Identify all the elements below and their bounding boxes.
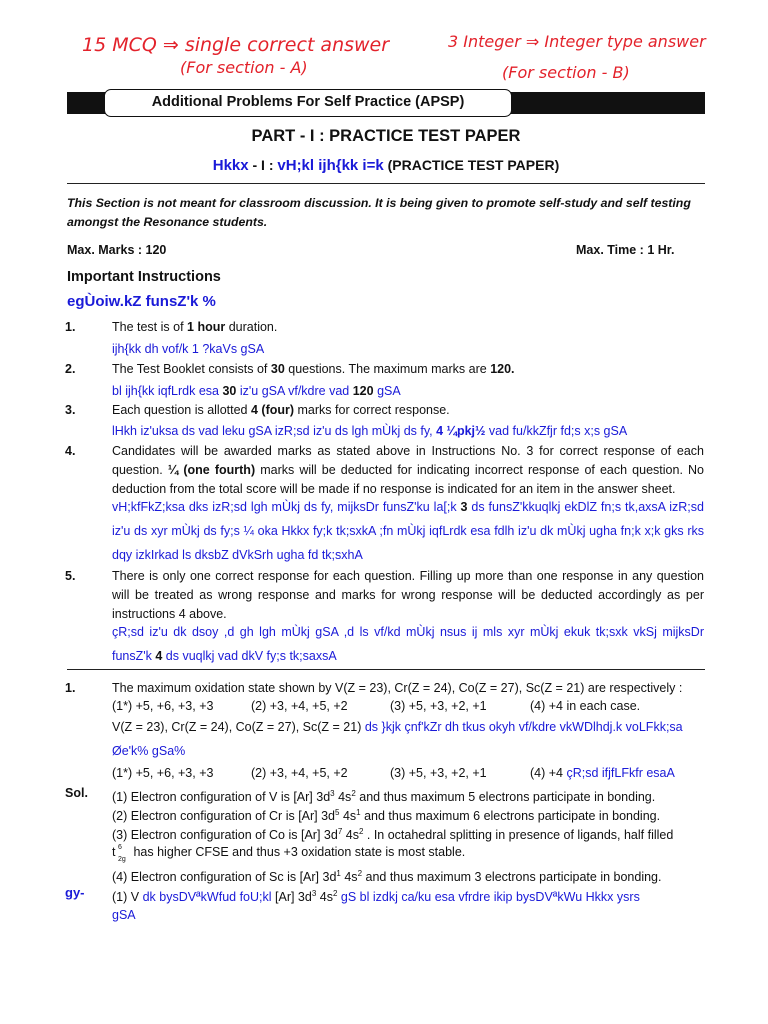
hindi-part-title <box>67 157 705 174</box>
solution-hindi-line-end: gSA <box>112 908 136 922</box>
instruction-1-number: 1. <box>65 320 76 334</box>
intro-text: This Section is not meant for classroom discussion. It is being given to promote self-study and self testing amongst the Resonance students. <box>67 196 691 229</box>
solution-line-3: (3) Electron configuration of Co is [Ar] $3d^7$ $4s^2$ . In octahedral splitting in presence of ligands, half filled <box>112 827 674 843</box>
annotation-left-line2: (For section - A) <box>180 58 308 77</box>
instruction-2-hindi: bl ijh{kk iqfLrdk esa 30 iz'u gSA vf/kdre vad 120 gSA <box>112 384 401 398</box>
solution-line-2: (2) Electron configuration of Cr is [Ar] $3d^5$ $4s^1$ and thus maximum 6 electrons participate in bonding. <box>112 808 661 824</box>
instructions-heading: Important Instructions <box>67 269 221 285</box>
hindi-prefix: Hkkx <box>212 157 249 174</box>
question-1-option-2: (2) +3, +4, +5, +2 <box>251 699 348 713</box>
instruction-4-number: 4. <box>65 444 76 458</box>
max-marks: Max. Marks : 120 <box>67 243 167 257</box>
divider-top <box>67 183 705 184</box>
instruction-1-hindi: ijh{kk dh vof/k 1 ?kaVs gSA <box>112 342 265 356</box>
hindi-suffix: (PRACTICE TEST PAPER) <box>383 157 560 173</box>
solution-label: Sol. <box>65 786 88 800</box>
solution-hindi-line: (1) V dk bysDVªkWfud foU;kl [Ar] $3d^3$ $4s^2$ gS bl izdkj ca/ku esa vfrdre ikip bysDVªkWu Hkkx ysrs <box>112 889 640 905</box>
instruction-3-number: 3. <box>65 403 76 417</box>
question-1-hindi-option-2: (2) +3, +4, +5, +2 <box>251 766 348 780</box>
instruction-4-hindi: vH;kfFkZ;ksa dks izR;sd lgh mÙkj ds fy, mijksDr funsZ'ku la[;k 3 ds funsZ'kkuqlkj ekDlZ fn;s tk,axsA izR;sd iz'u ds xyr mÙkj ds fy;s ¼ oka Hkkx fy;k tk;sxkA ;fn mÙkj iqfLrdk esa fdlh iz'u dk mÙkj ugha fn;k x;k gks rks dqy izkIrkad ls dksbZ dVkSrh ugha fd tk;sxhA <box>112 500 704 562</box>
question-1-hindi-option-3: (3) +5, +3, +2, +1 <box>390 766 487 780</box>
hindi-title: vH;kl ijh{kk i=k <box>277 157 384 174</box>
part-title: PART - I : PRACTICE TEST PAPER <box>251 127 521 145</box>
instruction-5-text: There is only one correct response for each question. Filling up more than one response in any question will be treated as wrong response and marks for wrong response will be deducted accordingly as per instructions 4 above. <box>112 569 704 621</box>
instruction-4-text: Candidates will be awarded marks as stated above in Instructions No. 3 for correct response of each question. ¼ (one fourth) marks will be deducted for indicating incorrect response of each question. No deduction from the total score will be made if no response is indicated for an item in the answer sheet. <box>112 444 704 496</box>
question-1-hindi-option-1: (1*) +5, +6, +3, +3 <box>112 766 214 780</box>
instruction-3-hindi: lHkh iz'uksa ds vad leku gSA izR;sd iz'u ds lgh mÙkj ds fy, 4 ¼pkj½ vad fu/kkZfjr fd;s x;s gSA <box>112 424 628 438</box>
question-1-hindi: V(Z = 23), Cr(Z = 24), Co(Z = 27), Sc(Z = 21) ds }kjk çnf'kZr dh tkus okyh vf/kdre vkWDlhdj.k voLFkk;sa Øe'k% gSa% <box>112 720 683 758</box>
solution-line-1: (1) Electron configuration of V is [Ar] $3d^3$ $4s^2$ and thus maximum 5 electrons participate in bonding. <box>112 789 656 805</box>
divider-middle <box>67 669 705 670</box>
annotation-right-line1: 3 Integer ⇒ Integer type answer <box>448 32 706 51</box>
instruction-5-hindi: çR;sd iz'u dk dsoy ,d gh lgh mÙkj gSA ,d ls vf/kd mÙkj nsus ij mls xyr mÙkj ekuk tk;sxk vkSj mijksDr funsZ'k 4 ds vuqlkj vad dkV fy;s tk;saxsA <box>112 625 704 663</box>
annotation-right-line2: (For section - B) <box>502 63 630 82</box>
instruction-2-text: The Test Booklet consists of 30 questions. The maximum marks are 120. <box>112 362 515 376</box>
instruction-1-text: The test is of 1 hour duration. <box>112 320 278 334</box>
solution-hindi-label: gy- <box>65 885 85 900</box>
instruction-3-text: Each question is allotted 4 (four) marks for correct response. <box>112 403 450 417</box>
question-1-hindi-option-4: (4) +4 çR;sd ifjfLFkfr esaA <box>530 766 675 780</box>
max-time: Max. Time : 1 Hr. <box>576 243 675 257</box>
question-1-option-1: (1*) +5, +6, +3, +3 <box>112 699 214 713</box>
solution-line-4: (4) Electron configuration of Sc is [Ar] $3d^1$ $4s^2$ and thus maximum 3 electrons participate in bonding. <box>112 869 662 885</box>
hindi-mid: - I : <box>248 157 278 173</box>
annotation-left-line1: 15 MCQ ⇒ single correct answer <box>82 34 390 56</box>
question-1-option-3: (3) +5, +3, +2, +1 <box>390 699 487 713</box>
question-1-text: The maximum oxidation state shown by V(Z = 23), Cr(Z = 24), Co(Z = 27), Sc(Z = 21) are respectively : <box>112 681 683 695</box>
instruction-5-number: 5. <box>65 569 76 583</box>
question-1-option-4: (4) +4 in each case. <box>530 699 641 713</box>
instructions-heading-hindi: egÙoiw.kZ funsZ'k % <box>67 293 216 310</box>
instruction-2-number: 2. <box>65 362 76 376</box>
question-1-number: 1. <box>65 681 76 695</box>
banner-title: Additional Problems For Self Practice (APSP) <box>151 94 465 110</box>
solution-t2g-line: t 6 2g has higher CFSE and thus +3 oxidation state is most stable. <box>112 844 466 863</box>
